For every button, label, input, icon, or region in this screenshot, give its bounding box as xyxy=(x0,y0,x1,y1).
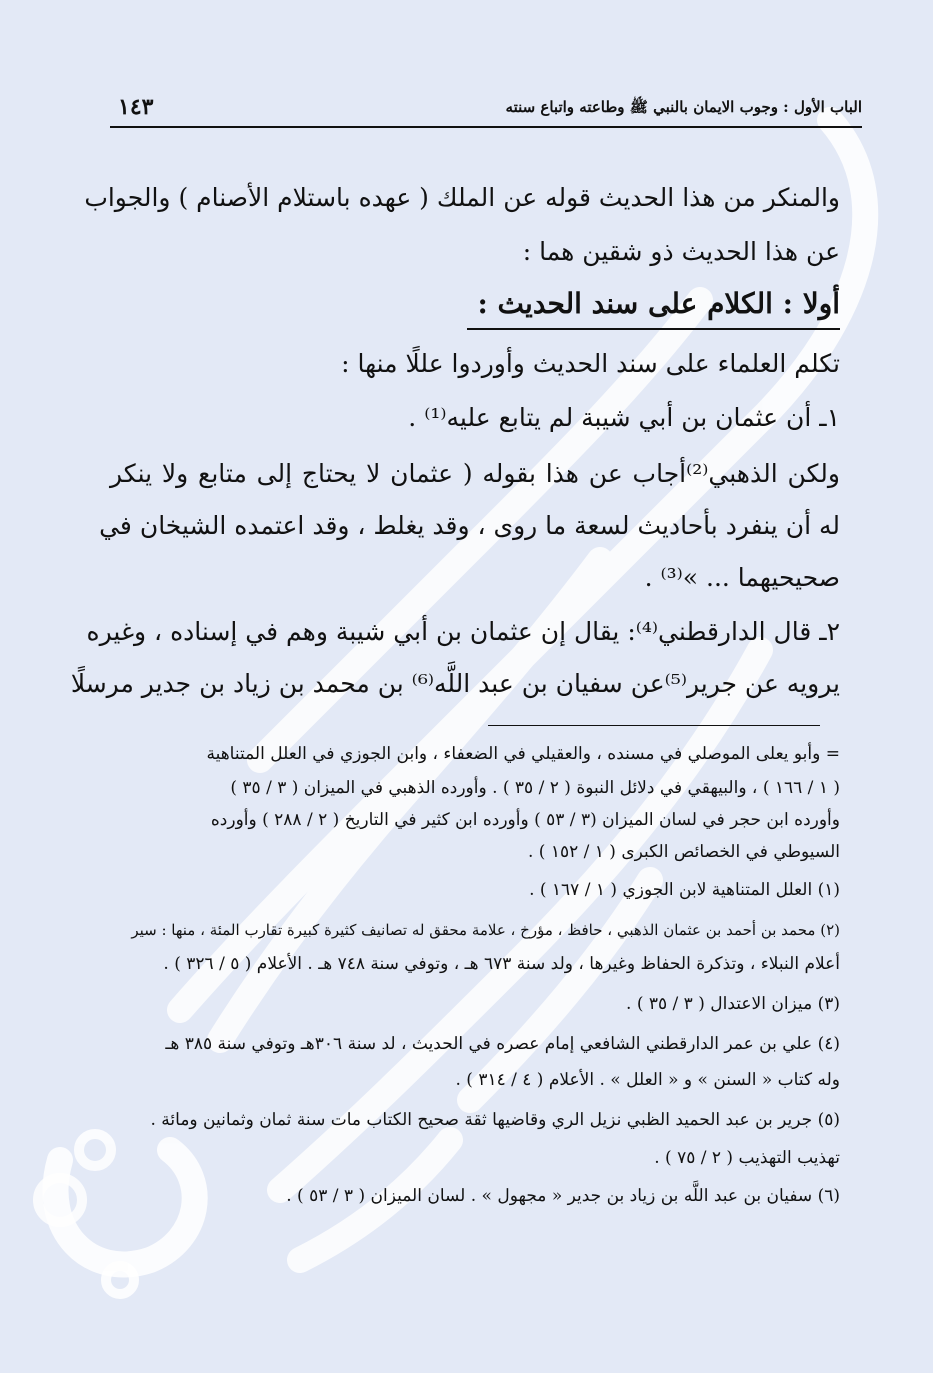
section-heading: أولا : الكلام على سند الحديث : xyxy=(477,287,840,320)
footnote-line: ( ١ / ١٦٦ ) ، والبيهقي في دلائل النبوة ( ٢ / ٣٥ ) . وأورده الذهبي في الميزان ( ٣ / ٣٥ ) xyxy=(230,778,840,798)
body-line: ١ـ أن عثمان بن أبي شيبة لم يتابع عليه⁽¹⁾ . xyxy=(408,403,840,432)
footnote-line: أعلام النبلاء ، وتذكرة الحفاظ وغيرها ، ولد سنة ٦٧٣ هـ ، وتوفي سنة ٧٤٨ هـ . الأعلام ( ٥ / ٣٢٦ ) . xyxy=(163,954,840,974)
body-line: صحيحيهما ... »⁽³⁾ . xyxy=(644,563,840,592)
footnote-line: وله كتاب « السنن » و « العلل » . الأعلام ( ٤ / ٣١٤ ) . xyxy=(455,1070,840,1090)
footnote-line: (٣) ميزان الاعتدال ( ٣ / ٣٥ ) . xyxy=(626,994,840,1014)
heading-underline xyxy=(467,328,840,330)
running-header xyxy=(110,92,862,128)
page-number: ١٤٣ xyxy=(118,94,154,120)
body-line: له أن ينفرد بأحاديث لسعة ما روى ، وقد يغلط ، وقد اعتمده الشيخان في xyxy=(99,511,840,540)
footnote-line: (٤) علي بن عمر الدارقطني الشافعي إمام عصره في الحديث ، لد سنة ٣٠٦هـ وتوفي سنة ٣٨٥ هـ xyxy=(165,1034,840,1054)
body-line: تكلم العلماء على سند الحديث وأوردوا عللًا منها : xyxy=(341,349,840,378)
footnote-line: تهذيب التهذيب ( ٢ / ٧٥ ) . xyxy=(654,1148,840,1168)
body-line: يرويه عن جرير⁽⁵⁾عن سفيان بن عبد اللَّه⁽⁶⁾ بن محمد بن زياد بن جدير مرسلًا xyxy=(70,669,840,698)
footnote-line: = وأبو يعلى الموصلي في مسنده ، والعقيلي في الضعفاء ، وابن الجوزي في العلل المتناهية xyxy=(206,744,840,764)
footnote-separator xyxy=(488,725,820,726)
body-line: ٢ـ قال الدارقطني⁽⁴⁾: يقال إن عثمان بن أبي شيبة وهم في إسناده ، وغيره xyxy=(86,617,840,646)
chapter-title: الباب الأول : وجوب الايمان بالنبي ﷺ وطاعته واتباع سنته xyxy=(505,98,862,116)
footnote-line: (٥) جرير بن عبد الحميد الظبي نزيل الري وقاضيها ثقة صحيح الكتاب مات سنة ثمان وثمانين ومائة . xyxy=(150,1110,840,1130)
body-line: ولكن الذهبي⁽²⁾أجاب عن هذا بقوله ( عثمان لا يحتاج إلى متابع ولا ينكر xyxy=(110,459,840,488)
body-line: عن هذا الحديث ذو شقين هما : xyxy=(522,237,840,266)
body-line: والمنكر من هذا الحديث قوله عن الملك ( عهده باستلام الأصنام ) والجواب xyxy=(84,183,840,212)
footnote-line: وأورده ابن حجر في لسان الميزان (٣ / ٥٣ ) وأورده ابن كثير في التاريخ ( ٢ / ٢٨٨ ) وأورده xyxy=(210,810,840,830)
footnote-line: (٦) سفيان بن عبد اللَّه بن زياد بن جدير « مجهول » . لسان الميزان ( ٣ / ٥٣ ) . xyxy=(286,1186,840,1206)
footnote-line: (١) العلل المتناهية لابن الجوزي ( ١ / ١٦٧ ) . xyxy=(529,880,840,900)
footnote-line: (٢) محمد بن أحمد بن عثمان الذهبي ، حافظ ، مؤرخ ، علامة محقق له تصانيف كثيرة كبيرة تقارب المئة ، منها : سير xyxy=(131,921,840,939)
footnote-line: السيوطي في الخصائص الكبرى ( ١ / ١٥٢ ) . xyxy=(527,842,840,862)
